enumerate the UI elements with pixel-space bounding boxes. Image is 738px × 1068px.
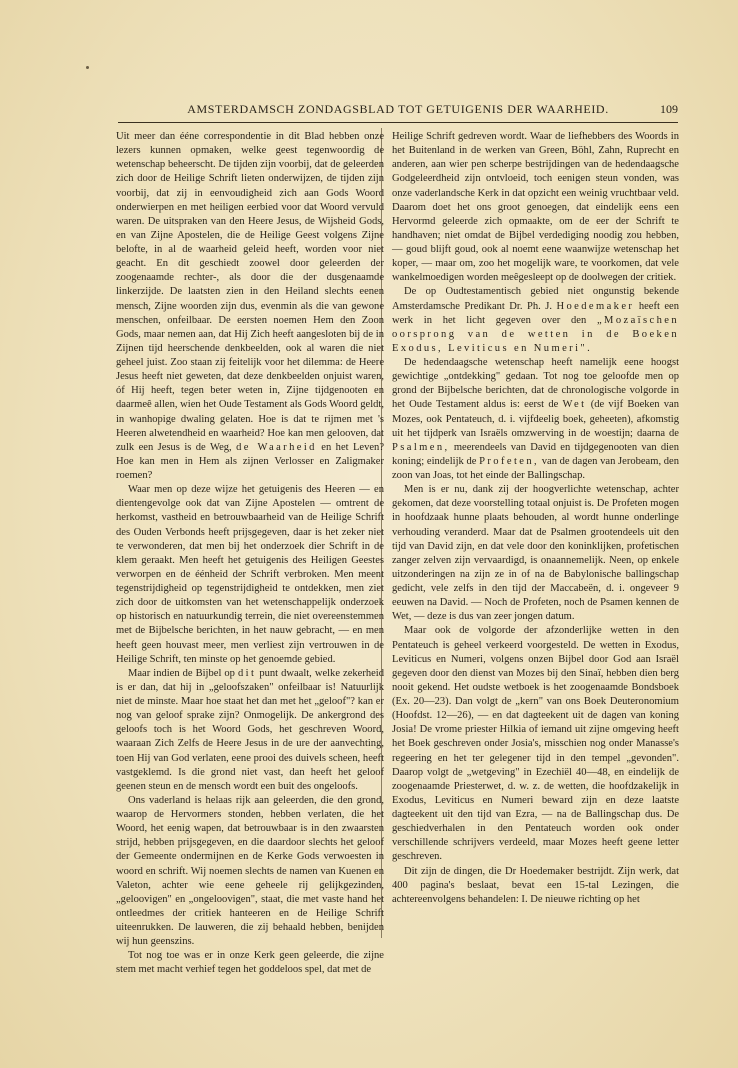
paragraph: Uit meer dan ééne correspondentie in dit Blad hebben onze lezers kunnen opmaken, welke geest tegenwoordig de wetenschap beheerscht. De tijden zijn voorbij, dat de geleerden zich door de Heilige Schrift lieten onderwijzen, de tijden zijn voorbij, dat zij in eenvoudigheid zich aan Gods Woord onderwierpen en met heiligen eerbied voor dat Woord vervuld waren. De uitspraken van den Heere Jesus, de Wijsheid Gods, en van Zijne Apostelen, die de Heilige Geest volgens Zijne belofte, in al de waarheid geleid heeft, worden voor niet geacht. En dit geschiedt zoowel door geleerden der zoogenaamde rechter-, als door die der dusgenaamde linkerzijde. De laatsten zien in den Heiland slechts eenen mensch, Zijne woorden zijn dus, evenmin als die van gewone menschen, onfeilbaar. De eersten noemen Hem den Zoon Gods, maar nemen aan, dat Hij Zich heeft aangesloten bij de in Zijnen tijd heerschende denkbeelden, ook al waren die niet geheel juist. Zoo staan zij feitelijk voor het dilemma: de Heere Jesus heeft niet geweten, dat deze denkbeelden onjuist waren, óf Hij heeft, tegen beter weten in, Zijne tijdgenooten en daarmeê allen, wien het Oude Testament als Gods Woord geldt, in wanhopige dwaling gelaten. Hoe is dat te rijmen met 's Heeren alwetendheid en waarheid? Hoe kan men gelooven, dat zulk een Jesus is de Weg, de Waarheid en het Leven? Hoe kan men in Hem als zijnen Verlosser en Zaligmaker roemen? — [116, 131, 385, 481]
page-number: 109 — [660, 102, 678, 116]
ink-speck — [86, 66, 89, 69]
paragraph: Heilige Schrift gedreven wordt. Waar de liefhebbers des Woords in het Buitenland in de werken van Green, Böhl, Zahn, Ruprecht en anderen, aan wier pen scherpe bestrijdingen van de hedendaagsche Godgeleerdheid zijn ontvloeid, toch eenigen steun vonden, was onze vaderlandsche Kerk in dat opzicht een weinig vruchtbaar veld. Daarom doet het ons groot genoegen, dat eindelijk eens een Hervormd geleerde zich opmaakte, om de eer der Schrift te handhaven; niet omdat de Bijbel verdediging noodig zou hebben, — goud blijft goud, ook al noemt eene waanwijze wetenschap het koper, — maar om, zoo het mogelijk ware, te voorkomen, dat vele wankelmoedigen worden meêgesleept op de doolwegen der critiek. — [392, 131, 679, 284]
paragraph: Men is er nu, dank zij der hoogverlichte wetenschap, achter gekomen, dat deze voorstelling totaal onjuist is. De Profeten mogen in hoofdzaak hunne plaats behouden, al wordt hunne onderlinge verhouding veranderd. Maar dat de Psalmen grootendeels uit den tijd van David zijn, en dat vele door den koninklijken, profetischen zanger zelven zijn vervaardigd, is onaannemelijk. Neen, op enkele uitzonderingen na zijn ze in of na de Babylonische ballingschap gedicht, vele zelfs in den tijd der Maccabeën, d. i. ongeveer 9 eeuwen na David. — Noch de Profeten, noch de Psamen kennen de Wet, — deze is dus van zeer jongen datum. — [392, 484, 679, 623]
paragraph: De op Oudtestamentisch gebied niet ongunstig bekende Amsterdamsche Predikant Dr. Ph. J. Hoedemaker heeft een werk in het licht gegeven over den „Mozaïschen oorsprong van de wetten in de Boeken Exodus, Leviticus en Numeri". — [392, 286, 680, 354]
paragraph: Tot nog toe was er in onze Kerk geen geleerde, die zijne stem met macht verhief tegen het goddeloos spel, dat met de — [116, 950, 384, 976]
paragraph: Dit zijn de dingen, die Dr Hoedemaker bestrijdt. Zijn werk, dat 400 pagina's beslaat, bevat een 15-tal Lezingen, die achtereenvolgens behandelen: I. De nieuwe richting op het — [392, 865, 679, 905]
paragraph: Waar men op deze wijze het getuigenis des Heeren — en dientengevolge ook dat van Zijne Apostelen — omtrent de herkomst, vastheid en betrouwbaarheid van de Heilige Schrift des Ouden Verbonds heeft prijsgegeven, daar is het zeker niet te verwonderen, dat men bij het onderzoek dier Schrift in de klem geraakt. Men heeft het getuigenis des Heiligen Geestes verworpen en de éénheid der Schrift verbroken. Men meent tegenstrijdigheid op tegenstrijdigheid te ontdekken, men ziet zich door de uitkomsten van het wetenschappelijk onderzoek op historisch en natuurkundig terrein, die niet overeenstemmen met de Bijbelsche berichten, in het nauw gebracht, — en men heeft geen houvast meer, men verliest zijn vertrouwen in de Heilige Schrift, ten minste op het genoemde gebied. — [116, 484, 384, 665]
paragraph: Maar indien de Bijbel op dit punt dwaalt, welke zekerheid is er dan, dat hij in „geloofszaken" onfeilbaar is! Natuurlijk niet de minste. Maar hoe staat het dan met het „geloof"? kan er nog van geloof sprake zijn? Onmogelijk. De ankergrond des geloofs toch is het Woord Gods, het geschreven Woord, waaraan Zich Zelfs de Heere Jesus in de ure der aanvechting, toen Hij van God verlaten, eene prooi des duivels scheen, heeft vastgeklemd. Is die grond niet vast, dan heeft het geloof geenen steun en de mensch wordt een buit des ongeloofs. — [116, 667, 385, 792]
paragraph: De hedendaagsche wetenschap heeft namelijk eene hoogst gewichtige „ontdekking" gedaan. Tot nog toe geloofde men op grond der Bijbelsche berichten, dat de chronologische volgorde in het Oude Testament aldus is: eerst de Wet (de vijf Boeken van Mozes, ook Pentateuch, d. i. vijfdeelig boek, geheeten), afkomstig uit het tijdperk van Israëls omzwerving in de woestijn; daarna de Psalmen, meerendeels van David en tijdgegenooten van dien koning; eindelijk de Profeten, van de dagen van Jerobeam, den zoon van Joas, tot het einde der Ballingschap. — [392, 357, 680, 481]
paragraph: Maar ook de volgorde der afzonderlijke wetten in den Pentateuch is geheel verkeerd voorgesteld. De wetten in Exodus, Leviticus en Numeri, volgens onzen Bijbel door God aan Israël gegeven door den dienst van Mozes bij den Sinaï, hebben dien berg nooit gekend. Het oudste wetboek is het zoogenaamde Bondsboek (Ex. 20—23). Dan volgt de „kern" van ons Boek Deuteronomium (Hoofdst. 12—26), — en dat dagteekent uit de dagen van koning Josia! De vrome priester Hilkia of iemand uit zijne omgeving heeft het Boek geschreven onder Josia's, misschien nog onder Manasse's regeering en het ter gelegener tijd in den tempel „gevonden". Daarop volgt de „wetgeving" in Ezechiël 40—48, en eindelijk de zoogenaamde Priesterwet, d. w. z. de wetten, die hoofdzakelijk in Exodus, Leviticus en Numeri beward zijn en deze laatste dagteekent uit den tijd van Ezra, — na de Ballingschap dus. De geschiedverhalen in den Pentateuch worden ook onder verschillende schrijvers verdeeld, maar Mozes heeft geene letter geschreven. — [392, 625, 679, 863]
masthead-title: AMSTERDAMSCH ZONDAGSBLAD TOT GETUIGENIS DER WAARHEID. — [187, 102, 609, 116]
page-header — [118, 102, 678, 123]
right-column — [392, 130, 679, 907]
paragraph: Ons vaderland is helaas rijk aan geleerden, die den grond, waarop de Hervormers stonden, hebben verlaten, die het Woord, het eenig wapen, dat betrouwbaar is in den zwaarsten strijd, hebben prijsgegeven, en die daardoor slechts het geloof der Gemeente ondermijnen en de Kerke Gods verwoesten in woord en schrift. Wij noemen slechts de namen van Kuenen en Valeton, achter wie eene geheele rij gelijkgezinden, „geloovigen" en „ongeloovigen", staat, die met vaste hand het ontleedmes der critiek hanteeren en de Heilige Schrift uiteenrukken. De lauweren, die zij behaald hebben, benijden wij hun geenszins. — [116, 794, 384, 948]
left-column — [116, 130, 384, 978]
